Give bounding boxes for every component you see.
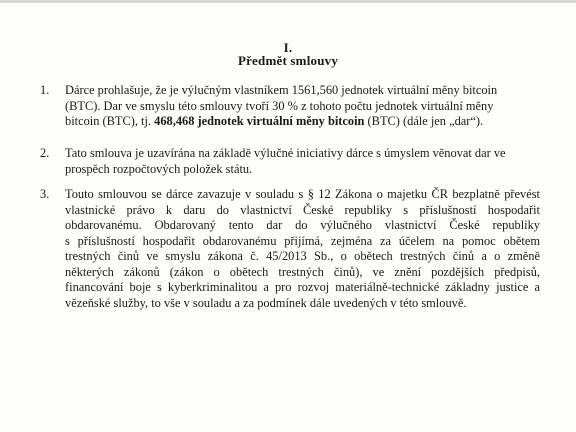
paragraph-3 bbox=[40, 187, 540, 311]
text-segment: prospěch rozpočtových položek státu. bbox=[65, 161, 253, 176]
text-segment: obdarovanému. Obdarovaný tento dar do výlučného vlastnictví České republiky bbox=[65, 218, 540, 232]
text-segment: některých zákonů (zákon o obětech trestných činů), ve znění pozdějších předpisů, bbox=[65, 264, 540, 279]
scan-top-edge bbox=[0, 0, 576, 3]
text-segment: vězeňské služby, to vše v souladu a za podmínek dále uvedených v této smlouvě. bbox=[65, 295, 467, 310]
emphasized-text: 468,468 jednotek virtuální měny bitcoin bbox=[154, 114, 365, 128]
section-number: I. bbox=[283, 40, 293, 55]
text-segment: financování boje s kyberkriminalitou a pro rozvoj materiálně-technické základny justice a bbox=[65, 280, 540, 294]
text-line bbox=[65, 162, 540, 178]
text-line bbox=[65, 146, 540, 162]
text-line bbox=[65, 83, 540, 99]
text-line bbox=[65, 280, 540, 296]
text-line bbox=[65, 99, 540, 115]
paragraph-number: 3. bbox=[40, 187, 50, 201]
section-title: Předmět smlouvy bbox=[237, 53, 339, 68]
paragraph-number: 2. bbox=[40, 146, 50, 160]
text-segment: Dárce prohlašuje, že je výlučným vlastníkem 1561,560 jednotek virtuální měny bitcoin bbox=[65, 83, 498, 97]
text-segment: (BTC). Dar ve smyslu této smlouvy tvoří 30 % z tohoto počtu jednotek virtuální měny bbox=[65, 98, 494, 113]
text-segment: (BTC) (dále jen „dar“). bbox=[364, 114, 484, 128]
paragraph-body bbox=[65, 187, 540, 311]
text-line bbox=[65, 234, 540, 250]
text-segment: Touto smlouvou se dárce zavazuje v souladu s § 12 Zákona o majetku ČR bezplatně převést bbox=[65, 187, 540, 201]
text-segment: s příslušností hospodařit obdarovanému přijímá, zejména za účelem na pomoc obětem bbox=[65, 233, 540, 248]
text-line bbox=[65, 114, 540, 130]
text-segment: trestných činů ve smyslu zákona č. 45/2013 Sb., o obětech trestných činů a o změně bbox=[65, 249, 540, 263]
text-segment: Tato smlouva je uzavírána na základě výlučné iniciativy dárce s úmyslem věnovat dar ve bbox=[65, 146, 506, 160]
text-line bbox=[65, 203, 540, 219]
paragraph-number: 1. bbox=[40, 83, 50, 97]
text-line bbox=[65, 249, 540, 265]
text-line bbox=[65, 218, 540, 234]
text-line bbox=[65, 296, 540, 312]
text-line bbox=[65, 265, 540, 281]
text-line bbox=[65, 187, 540, 203]
text-segment: bitcoin (BTC), tj. bbox=[65, 114, 155, 128]
paragraph-1 bbox=[40, 83, 540, 130]
paragraph-2 bbox=[40, 146, 540, 177]
paragraph-body bbox=[65, 146, 540, 177]
paragraph-body bbox=[65, 83, 540, 130]
text-segment: vlastnické právo k daru do vlastnictví České republiky s příslušností hospodařit bbox=[65, 202, 540, 217]
